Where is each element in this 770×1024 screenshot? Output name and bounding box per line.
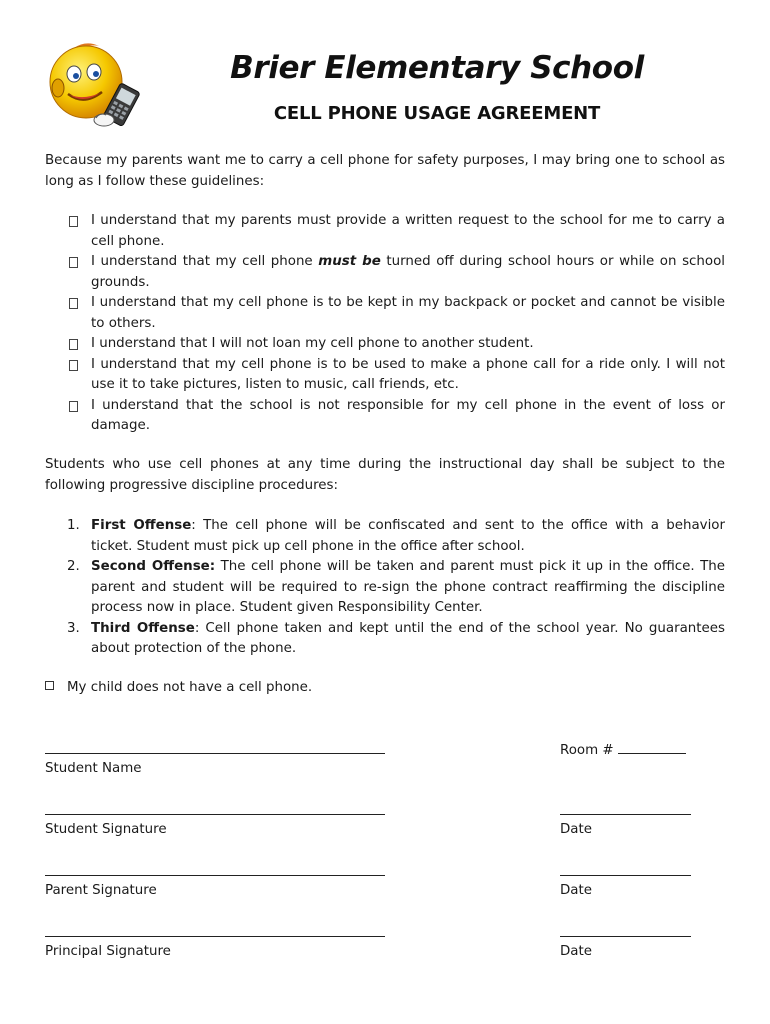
document-title: CELL PHONE USAGE AGREEMENT xyxy=(273,103,601,124)
principal-date-line[interactable] xyxy=(560,936,691,937)
checkbox-icon xyxy=(69,216,78,227)
no-phone-label: My child does not have a cell phone. xyxy=(67,680,313,695)
list-item: 1. First Offense: The cell phone will be confiscated and sent to the office with a behavior ticket. Student must pick up cell phone in the office after school. xyxy=(67,518,725,554)
student-signature-line[interactable] xyxy=(45,814,385,815)
room-field[interactable]: Room # xyxy=(560,741,686,758)
checkbox-icon xyxy=(69,298,78,309)
guidelines-list xyxy=(67,211,725,437)
room-line[interactable] xyxy=(618,741,686,754)
intro-paragraph: Because my parents want me to carry a cell phone for safety purposes, I may bring one to school as long as I follow these guidelines: xyxy=(45,153,725,189)
parent-signature-line[interactable] xyxy=(45,875,385,876)
date-label: Date xyxy=(560,822,593,837)
student-name-label: Student Name xyxy=(45,761,142,776)
checkbox-icon[interactable] xyxy=(45,681,54,690)
no-phone-option[interactable] xyxy=(45,678,312,699)
parent-date-line[interactable] xyxy=(560,875,691,876)
discipline-paragraph: Students who use cell phones at any time during the instructional day shall be subject to the following progressive discipline procedures: xyxy=(45,457,725,493)
list-item: I understand that my parents must provide a written request to the school for me to carry a cell phone. xyxy=(67,211,725,252)
offense-label: First Offense xyxy=(91,518,192,533)
principal-signature-label: Principal Signature xyxy=(45,944,171,959)
offense-label: Second Offense: xyxy=(91,559,216,574)
principal-signature-line[interactable] xyxy=(45,936,385,937)
list-item: 2. Second Offense: The cell phone will be taken and parent must pick it up in the office. The parent and student will be required to re-sign the phone contract reaffirming the discipline process now in place. Student given Responsibility Center. xyxy=(67,559,725,615)
student-name-line[interactable] xyxy=(45,753,385,754)
checkbox-icon xyxy=(69,360,78,371)
list-item: 3. Third Offense: Cell phone taken and kept until the end of the school year. No guarantees about protection of the phone. xyxy=(67,620,725,656)
date-label: Date xyxy=(560,944,593,959)
offense-list xyxy=(67,516,725,660)
date-label: Date xyxy=(560,883,593,898)
list-item: I understand that the school is not responsible for my cell phone in the event of loss or damage. xyxy=(67,396,725,437)
list-item: I understand that I will not loan my cell phone to another student. xyxy=(67,334,725,355)
student-signature-label: Student Signature xyxy=(45,822,167,837)
offense-label: Third Offense xyxy=(91,620,195,636)
parent-signature-label: Parent Signature xyxy=(45,883,157,898)
school-name: Brier Elementary School xyxy=(230,50,644,86)
list-item: I understand that my cell phone is to be used to make a phone call for a ride only. I will not use it to take pictures, listen to music, call friends, etc. xyxy=(67,355,725,396)
checkbox-icon xyxy=(69,257,78,268)
student-date-line[interactable] xyxy=(560,814,691,815)
checkbox-icon xyxy=(69,401,78,412)
list-item: I understand that my cell phone is to be kept in my backpack or pocket and cannot be visible to others. xyxy=(67,293,725,334)
checkbox-icon xyxy=(69,339,78,350)
list-item: I understand that my cell phone must be turned off during school hours or while on school grounds. xyxy=(67,252,725,293)
emphasis-text: must be xyxy=(318,254,381,269)
